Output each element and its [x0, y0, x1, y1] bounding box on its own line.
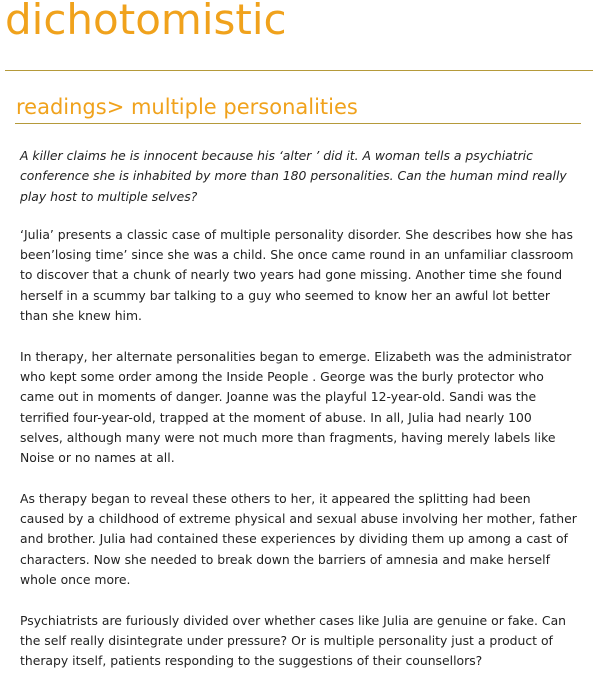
title-divider — [5, 70, 593, 71]
article-paragraph: In therapy, her alternate personalities began to emerge. Elizabeth was the administrator who kept some order among the Inside People . George was the burly protector who came out in moments of danger. Joanne was the playful 12-year-old. Sandi was the terrified four-year-old, trapped at the moment of abuse. In all, Julia had nearly 100 selves, although many were not much more than fragments, having merely labels like Noise or no names at all. — [20, 348, 572, 466]
article-intro: A killer claims he is innocent because his ‘alter ’ did it. A woman tells a psychiatric conference she is inhabited by more than 180 personalities. Can the human mind really play host to multiple selves? — [20, 148, 567, 204]
article-paragraph: ‘Julia’ presents a classic case of multiple personality disorder. She describes how she has been’losing time’ since she was a child. She once came round in an unfamiliar classroom to discover that a chunk of nearly two years had gone missing. Another time she found herself in a scummy bar talking to a guy who seemed to know her an awful lot better than she knew him. — [20, 226, 574, 324]
heading-divider — [15, 123, 581, 124]
site-title: dichotomistic — [5, 0, 287, 44]
article-body — [20, 146, 578, 692]
section-heading: readings> multiple personalities — [16, 95, 358, 119]
article-paragraph: As therapy began to reveal these others to her, it appeared the splitting had been caused by a childhood of extreme physical and sexual abuse involving her mother, father and brother. Julia had contained these experiences by dividing them up among a cast of characters. Now she needed to break down the barriers of amnesia and make herself whole once more. — [20, 490, 577, 587]
article-paragraph: Psychiatrists are furiously divided over whether cases like Julia are genuine or fake. Can the self really disintegrate under pressure? Or is multiple personality just a product of therapy itself, patients responding to the suggestions of their counsellors? — [20, 612, 567, 669]
